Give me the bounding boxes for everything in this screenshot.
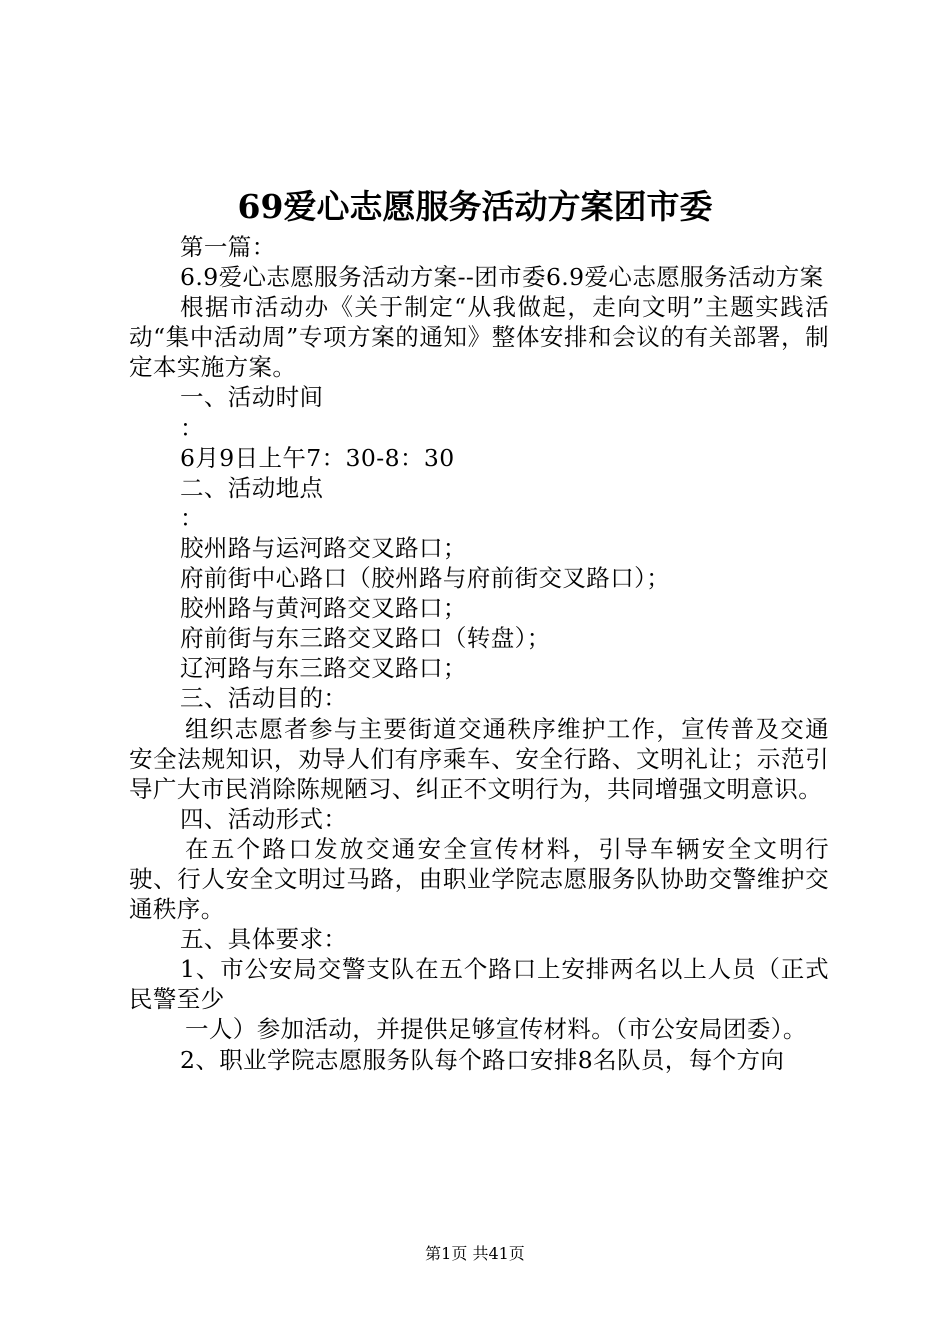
paragraph-intro: 根据市活动办《关于制定“从我做起，走向文明”主题实践活动“集中活动周”专项方案的通知》整体安排和会议的有关部署，制定本实施方案。 xyxy=(129,293,829,382)
document-title: 69爱心志愿服务活动方案团市委 xyxy=(237,187,713,226)
paragraph-purpose: 组织志愿者参与主要街道交通秩序维护工作，宣传普及交通安全法规知识，劝导人们有序乘车、安全行路、文明礼让；示范引导广大市民消除陈规陋习、纠正不文明行为，共同增强文明意识。 xyxy=(129,714,829,803)
location-item: 辽河路与东三路交叉路口； xyxy=(180,654,467,683)
location-item: 胶州路与运河路交叉路口； xyxy=(180,533,467,562)
paragraph-colon: ： xyxy=(180,413,204,442)
paragraph-form: 在五个路口发放交通安全宣传材料，引导车辆安全文明行驶、行人安全文明过马路，由职业学院志愿服务队协助交警维护交通秩序。 xyxy=(129,834,829,924)
heading-activity-location: 二、活动地点 xyxy=(180,473,324,502)
paragraph-requirement-1: 1、市公安局交警支队在五个路口上安排两名以上人员（正式民警至少 xyxy=(129,955,829,1014)
heading-activity-form: 四、活动形式： xyxy=(180,804,348,833)
paragraph-colon: ： xyxy=(180,503,204,532)
heading-activity-time: 一、活动时间 xyxy=(180,383,324,412)
location-item: 府前街中心路口（胶州路与府前街交叉路口）； xyxy=(180,564,671,593)
paragraph-section-heading: 第一篇： xyxy=(180,233,276,261)
paragraph-requirement-1-cont: 一人）参加活动，并提供足够宣传材料。（市公安局团委）。 xyxy=(185,1015,807,1044)
paragraph-requirement-2: 2、职业学院志愿服务队每个路口安排8名队员，每个方向 xyxy=(180,1045,785,1074)
location-item: 府前街与东三路交叉路口（转盘）； xyxy=(180,624,551,653)
paragraph-subtitle: 6.9爱心志愿服务活动方案--团市委6.9爱心志愿服务活动方案 xyxy=(180,263,824,292)
heading-activity-purpose: 三、活动目的： xyxy=(180,684,348,713)
document-body xyxy=(129,232,829,1075)
heading-requirements: 五、具体要求： xyxy=(180,925,348,954)
location-item: 胶州路与黄河路交叉路口； xyxy=(180,594,467,623)
paragraph-time: 6月9日上午7：30-8：30 xyxy=(180,443,455,472)
page-number-footer: 第1页 共41页 xyxy=(425,1244,525,1263)
